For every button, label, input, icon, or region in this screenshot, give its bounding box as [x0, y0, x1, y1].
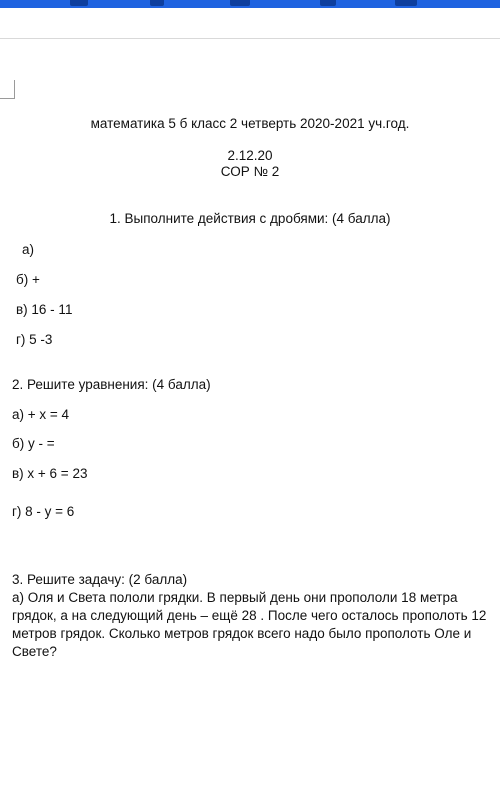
task3-problem-text: а) Оля и Света пололи грядки. В первый день они пропололи 18 метра грядок, а на следующий день – ещё 28 . После чего осталось прополоть 12 метров грядок. Сколько метров грядок всего надо было прополоть Оле и Свете?: [12, 590, 487, 659]
sor-number: СОР № 2: [220, 164, 280, 179]
document-date: 2.12.20: [227, 148, 273, 163]
page-corner-mark: [0, 80, 15, 99]
task2-item-d: г) 8 - у = 6: [12, 504, 75, 519]
toolbar-icon: [150, 0, 164, 6]
task1-item-c: в) 16 - 11: [16, 302, 73, 317]
document-top-border: [0, 38, 500, 39]
toolbar-icon: [320, 0, 336, 6]
task1-item-b: б) +: [16, 272, 40, 287]
document-title: математика 5 б класс 2 четверть 2020-2021 уч.год.: [90, 116, 410, 131]
task2-item-a: а) + х = 4: [12, 407, 70, 422]
app-top-bar: [0, 0, 500, 8]
toolbar-icon: [230, 0, 250, 6]
task2-heading: 2. Решите уравнения: (4 балла): [12, 377, 211, 392]
task2-item-b: б) у - =: [12, 436, 55, 451]
task1-item-a: а): [22, 242, 35, 257]
task1-heading: 1. Выполните действия с дробями: (4 балла): [109, 211, 391, 226]
task2-item-c: в) х + 6 = 23: [12, 466, 88, 481]
toolbar-icon: [70, 0, 88, 6]
toolbar-icon: [395, 0, 417, 6]
task1-item-d: г) 5 -3: [16, 332, 53, 347]
task3-heading: 3. Решите задачу: (2 балла): [12, 572, 188, 587]
